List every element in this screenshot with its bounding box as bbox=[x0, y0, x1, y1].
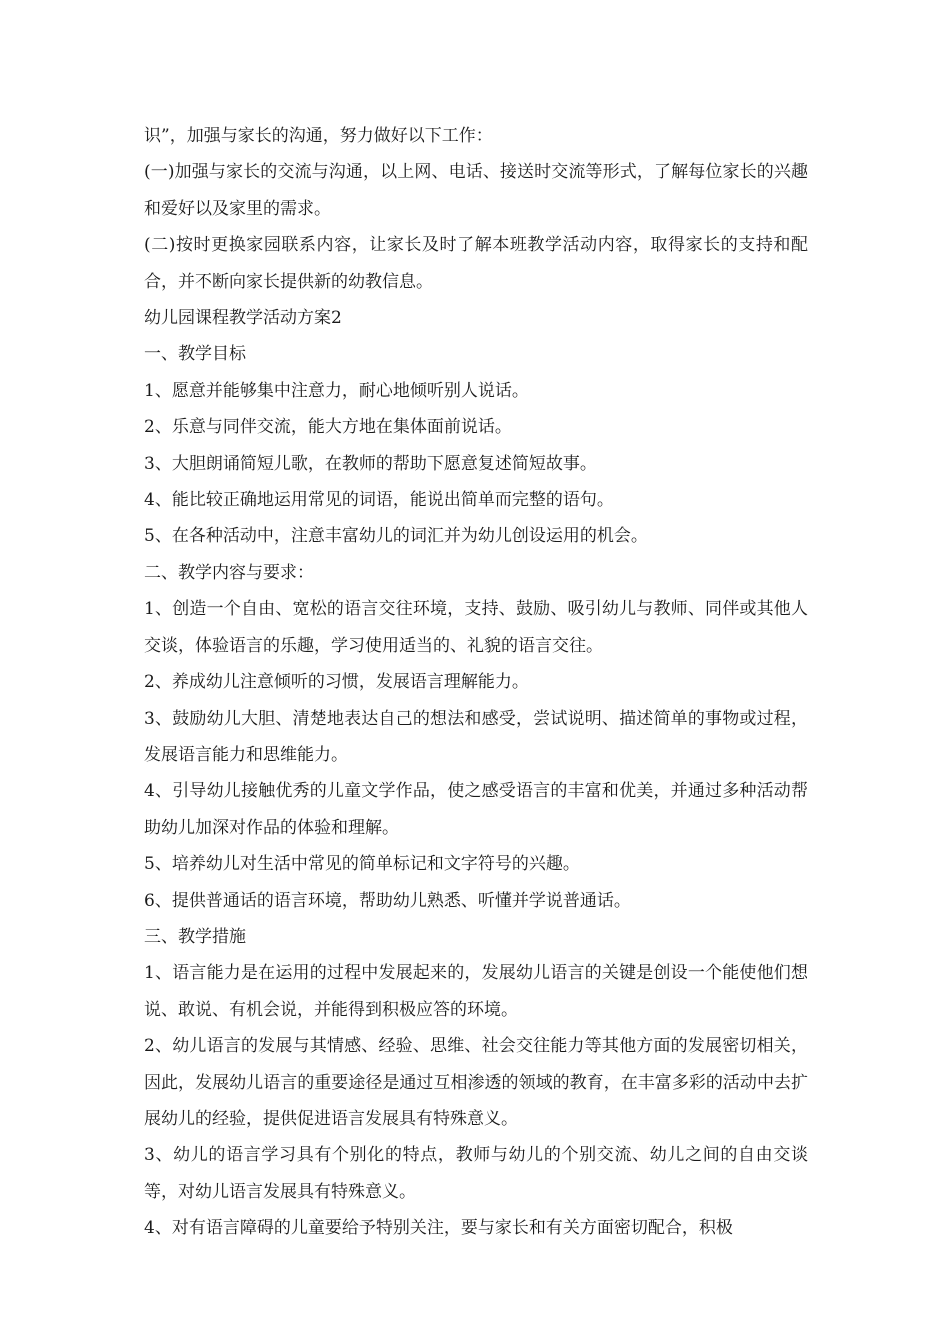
paragraph: 识”，加强与家长的沟通，努力做好以下工作： bbox=[144, 126, 493, 146]
list-item: 1、愿意并能够集中注意力，耐心地倾听别人说话。 bbox=[144, 380, 529, 401]
list-item: 1、创造一个自由、宽松的语言交往环境，支持、鼓励、吸引幼儿与教师、同伴或其他人交谈，体验语言的乐趣，学习使用适当的、礼貌的语言交往。 bbox=[144, 599, 808, 656]
list-item: 3、大胆朗诵简短儿歌，在教师的帮助下愿意复述简短故事。 bbox=[144, 453, 597, 474]
section-title: 幼儿园课程教学活动方案2 bbox=[144, 308, 342, 329]
list-item: 2、幼儿语言的发展与其情感、经验、思维、社会交往能力等其他方面的发展密切相关，因此，发展幼儿语言的重要途径是通过互相渗透的领域的教育，在丰富多彩的活动中去扩展幼儿的经验，提供促进语言发展具有特殊意义。 bbox=[144, 1036, 808, 1129]
paragraph: (二)按时更换家园联系内容，让家长及时了解本班教学活动内容，取得家长的支持和配合，并不断向家长提供新的幼教信息。 bbox=[144, 235, 808, 292]
section-heading: 二、教学内容与要求： bbox=[144, 562, 314, 583]
list-item: 4、引导幼儿接触优秀的儿童文学作品，使之感受语言的丰富和优美，并通过多种活动帮助幼儿加深对作品的体验和理解。 bbox=[144, 781, 808, 838]
list-item: 2、养成幼儿注意倾听的习惯，发展语言理解能力。 bbox=[144, 672, 529, 693]
list-item: 6、提供普通话的语言环境，帮助幼儿熟悉、听懂并学说普通话。 bbox=[144, 890, 631, 911]
list-item: 3、鼓励幼儿大胆、清楚地表达自己的想法和感受，尝试说明、描述简单的事物或过程，发展语言能力和思维能力。 bbox=[144, 708, 808, 765]
list-item: 4、能比较正确地运用常见的词语，能说出简单而完整的语句。 bbox=[144, 490, 614, 511]
list-item: 1、语言能力是在运用的过程中发展起来的，发展幼儿语言的关键是创设一个能使他们想说、敢说、有机会说，并能得到积极应答的环境。 bbox=[144, 963, 808, 1020]
section-heading: 三、教学措施 bbox=[144, 926, 246, 947]
list-item: 2、乐意与同伴交流，能大方地在集体面前说话。 bbox=[144, 417, 512, 438]
list-item: 5、培养幼儿对生活中常见的简单标记和文字符号的兴趣。 bbox=[144, 854, 580, 875]
paragraph: (一)加强与家长的交流与沟通，以上网、电话、接送时交流等形式，了解每位家长的兴趣和爱好以及家里的需求。 bbox=[144, 162, 808, 219]
list-item: 4、对有语言障碍的儿童要给予特别关注，要与家长和有关方面密切配合，积极 bbox=[144, 1218, 733, 1239]
document-body bbox=[144, 118, 808, 1247]
list-item: 5、在各种活动中，注意丰富幼儿的词汇并为幼儿创设运用的机会。 bbox=[144, 526, 648, 547]
section-heading: 一、教学目标 bbox=[144, 344, 246, 365]
list-item: 3、幼儿的语言学习具有个别化的特点，教师与幼儿的个别交流、幼儿之间的自由交谈等，对幼儿语言发展具有特殊意义。 bbox=[144, 1145, 808, 1202]
